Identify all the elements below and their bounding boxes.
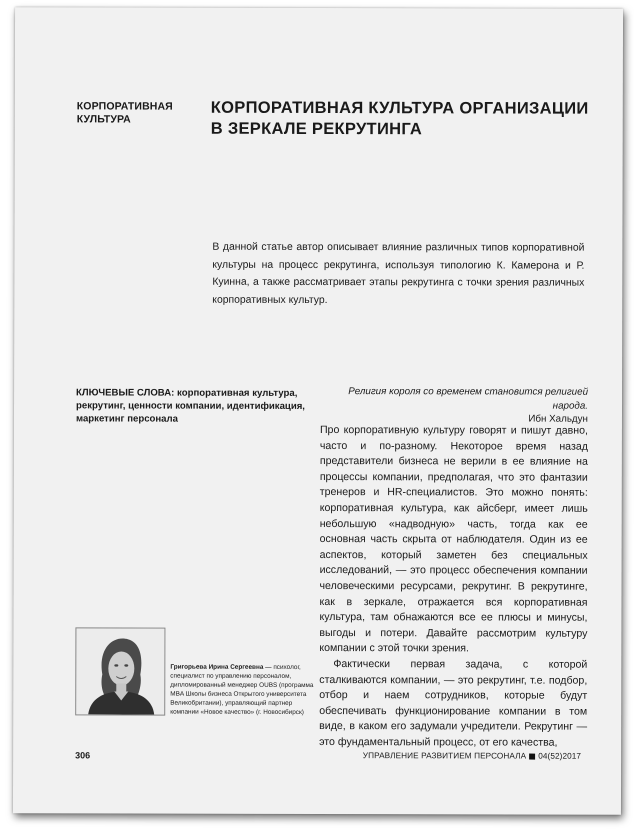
body-paragraph: Про корпоративную культуру говорят и пишут давно, часто и по-разному. Некоторое время назад представители бизнеса не верили в ее влияние на процессы компании, предполагая, что это фантазии тренеров и HR-специалистов. Это можно понять: корпоративная культура, как айсберг, имеет лишь небольшую «надводную» часть, тогда как ее основная часть скрыта от наблюдателя. Один из ее аспектов, который заметен без специальных исследований, — это процесс обеспечения компании человеческими ресурсами, рекрутинг. В рекрутинге, как в зеркале, отражается вся корпоративная культура, там обнажаются все ее плюсы и минусы, выгоды и потери. Давайте рассмотрим культуру компании с этой точки зрения. (319, 424, 588, 655)
keywords-text: корпоративная культура, рекрутинг, ценности компании, идентификация, маркетинг персонала (75, 387, 306, 425)
author-portrait-image (76, 628, 164, 714)
author-description: — психолог, специалист по управлению персоналом, дипломированный менеджер OUBS (программа MBA Школы бизнеса Открытого университета Великобритании), управляющий партнер компании «Новое качество» (г. Новосибирск) (170, 663, 314, 716)
author-info (170, 664, 322, 718)
page-number: 306 (75, 750, 91, 761)
epigraph (340, 385, 588, 426)
journal-issue: 04(52)2017 (538, 751, 582, 761)
journal-name: УПРАВЛЕНИЕ РАЗВИТИЕМ ПЕРСОНАЛА (362, 751, 527, 761)
keywords-block (76, 386, 318, 426)
article-abstract: В данной статье автор описывает влияние различных типов корпоративной культуры на процесс рекрутинга, используя типологию К. Камерона и Р. Куинна, а также рассматривает этапы рекрутинга с точки зрения различных корпоративных культур. (212, 241, 585, 306)
keywords-label: КЛЮЧЕВЫЕ СЛОВА: (76, 387, 175, 399)
article-body (319, 423, 588, 751)
journal-page (13, 7, 623, 815)
article-title: КОРПОРАТИВНАЯ КУЛЬТУРА ОРГАНИЗАЦИИ В ЗЕРКАЛЕ РЕКРУТИНГА (210, 98, 589, 139)
journal-footer (363, 751, 581, 761)
epigraph-author: Ибн Хальдун (528, 413, 588, 425)
section-label: КОРПОРАТИВНАЯ КУЛЬТУРА (76, 100, 173, 126)
author-name: Григорьева Ирина Сергеевна (170, 663, 264, 671)
author-photo (75, 627, 165, 715)
body-paragraph: Фактически первая задача, с которой сталкиваются компании, — это рекрутинг, т.е. подбор, отбор и наем сотрудников, которые будут обеспечивать функционирование компании в том виде, в каком его задумали учредители. Рекрутинг — это фундаментальный процесс, от его качества, (319, 657, 588, 749)
square-bullet-icon (529, 753, 535, 759)
epigraph-quote: Религия короля со временем становится религией народа. (348, 386, 589, 412)
